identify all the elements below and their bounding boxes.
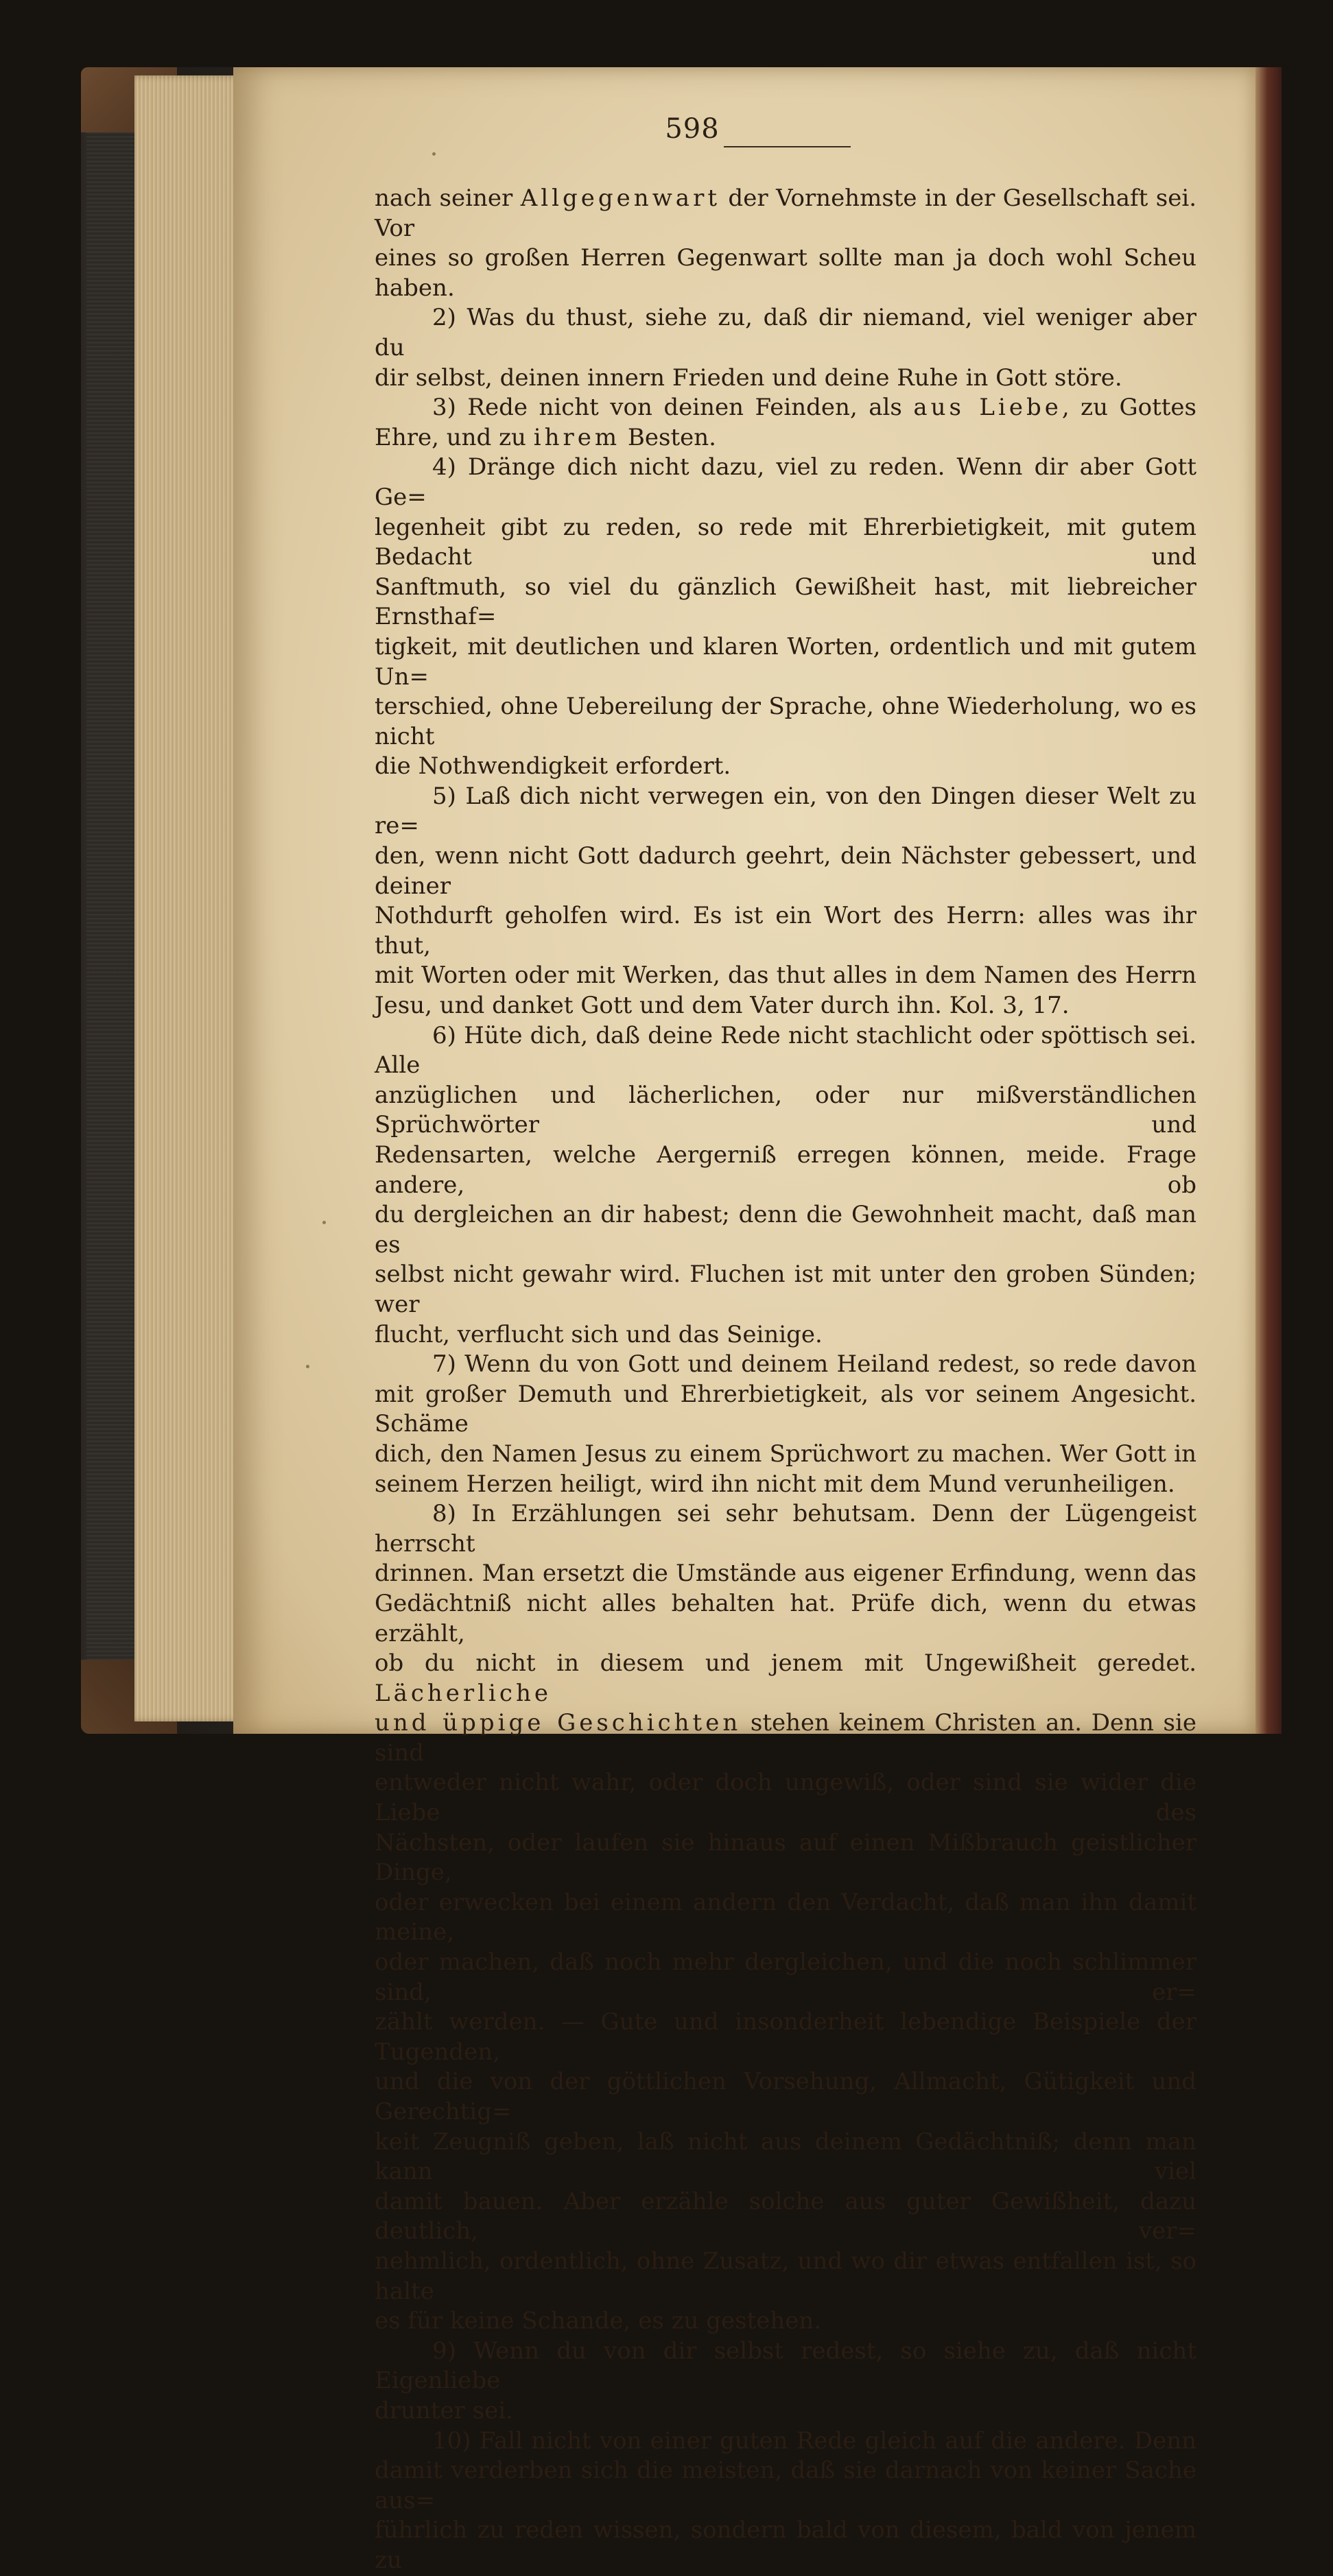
paper-speck [322,1221,326,1224]
text-line: oder machen, daß noch mehr dergleichen, und die noch schlimmer sind, er= [375,1948,1196,2006]
text-line: Redensarten, welche Aergerniß erregen können, meide. Frage andere, ob [375,1141,1196,1199]
text-line: zählt werden. — Gute und insonderheit lebendige Beispiele der Tugenden, [375,2008,1196,2066]
text-line: ob du nicht in diesem und jenem mit Ungewißheit geredet. Lächerliche [375,1649,1196,1707]
text-line: 7) Wenn du von Gott und deinem Heiland redest, so rede davon [432,1350,1196,1379]
page-number: 598 [665,113,720,145]
text-line: Jesu, und danket Gott und dem Vater durch ihn. Kol. 3, 17. [375,992,1070,1020]
text-line: 2) Was du thust, siehe zu, daß dir niemand, viel weniger aber du [375,304,1196,361]
text-line: 8) In Erzählungen sei sehr behutsam. Denn der Lügengeist herrscht [375,1500,1196,1558]
text-line: terschied, ohne Uebereilung der Sprache, ohne Wiederholung, wo es nicht [375,693,1196,750]
book-gutter [1255,67,1282,1734]
text-line: 6) Hüte dich, daß deine Rede nicht stachlicht oder spöttisch sei. Alle [375,1021,1196,1080]
text-line: 9) Wenn du von dir selbst redest, so siehe zu, daß nicht Eigenliebe [375,2337,1196,2395]
text-line: mit großer Demuth und Ehrerbietigkeit, als vor seinem Angesicht. Schäme [375,1380,1196,1438]
text-line: mit Worten oder mit Werken, das thut alles in dem Namen des Herrn [375,962,1196,990]
text-line: damit verderben sich die meisten, daß sie darnach von keiner Sache aus= [375,2457,1196,2514]
text-line: 4) Dränge dich nicht dazu, viel zu reden. Wenn dir aber Gott Ge= [375,453,1196,511]
text-line: oder erwecken bei einem andern den Verdacht, daß man ihn damit meine, [375,1888,1196,1946]
text-line: Ehre, und zu ihrem Besten. [375,423,716,451]
text-line: nach seiner Allgegenwart der Vornehmste in der Gesellschaft sei. Vor [375,184,1196,242]
text-line: Nothdurft geholfen wird. Es ist ein Wort des Herrn: alles was ihr thut, [375,902,1196,959]
page-number-rule [724,146,851,147]
text-line: führlich zu reden wissen, sondern bald von diesem, bald von jenem zu [375,2516,1196,2574]
text-line: 5) Laß dich nicht verwegen ein, von den Dingen dieser Welt zu re= [375,782,1196,840]
text-line: legenheit gibt zu reden, so rede mit Ehrerbietigkeit, mit gutem Bedacht und [375,513,1196,571]
cover-spine-edge [86,71,134,1730]
text-line: damit bauen. Aber erzähle solche aus guter Gewißheit, dazu deutlich, ver= [375,2187,1196,2245]
text-line: selbst nicht gewahr wird. Fluchen ist mit unter den groben Sünden; wer [375,1261,1196,1318]
text-line: anzüglichen und lächerlichen, oder nur mißverständlichen Sprüchwörter und [375,1081,1196,1139]
paper-speck [432,152,436,156]
text-line: keit Zeugniß geben, laß nicht aus deinem Gedächtniß; denn man kann viel [375,2127,1196,2186]
text-line: die Nothwendigkeit erfordert. [375,752,731,780]
text-line: dir selbst, deinen innern Frieden und deine Ruhe in Gott störe. [375,363,1122,392]
text-line: drinnen. Man ersetzt die Umstände aus eigener Erfindung, wenn das [375,1560,1196,1588]
body-text [375,184,1196,2576]
text-line: und die von der göttlichen Vorsehung, Allmacht, Gütigkeit und Gerechtig= [375,2068,1196,2125]
text-line: Gedächtniß nicht alles behalten hat. Prüfe dich, wenn du etwas erzählt, [375,1589,1196,1647]
paper-speck [306,1365,309,1368]
text-line: Nächsten, oder laufen sie hinaus auf einen Mißbrauch geistlicher Dinge, [375,1828,1196,1887]
text-line: flucht, verflucht sich und das Seinige. [375,1320,823,1348]
text-line: Sanftmuth, so viel du gänzlich Gewißheit hast, mit liebreicher Ernsthaf= [375,573,1196,631]
text-line: eines so großen Herren Gegenwart sollte man ja doch wohl Scheu haben. [375,244,1196,302]
text-line: nehmlich, ordentlich, ohne Zusatz, und wo dir etwas entfallen ist, so halte [375,2247,1196,2305]
text-line: 3) Rede nicht von deinen Feinden, als aus Liebe, zu Gottes [432,394,1196,422]
text-line: entweder nicht wahr, oder doch ungewiß, oder sind sie wider die Liebe des [375,1769,1196,1827]
text-line: du dergleichen an dir habest; denn die Gewohnheit macht, daß man es [375,1201,1196,1259]
text-line: 10) Fall nicht von einer guten Rede gleich auf die andere. Denn [432,2426,1196,2455]
text-line: den, wenn nicht Gott dadurch geehrt, dein Nächster gebessert, und deiner [375,842,1196,900]
text-line: es für keine Schande, es zu gestehen. [375,2307,822,2335]
text-line: dich, den Namen Jesus zu einem Sprüchwort zu machen. Wer Gott in [375,1440,1196,1468]
text-line: und üppige Geschichten stehen keinem Christen an. Denn sie sind [375,1709,1196,1767]
text-line: drunter sei. [375,2396,513,2424]
text-line: tigkeit, mit deutlichen und klaren Worten, ordentlich und mit gutem Un= [375,632,1196,691]
text-line: seinem Herzen heiligt, wird ihn nicht mit dem Mund verunheiligen. [375,1470,1175,1498]
